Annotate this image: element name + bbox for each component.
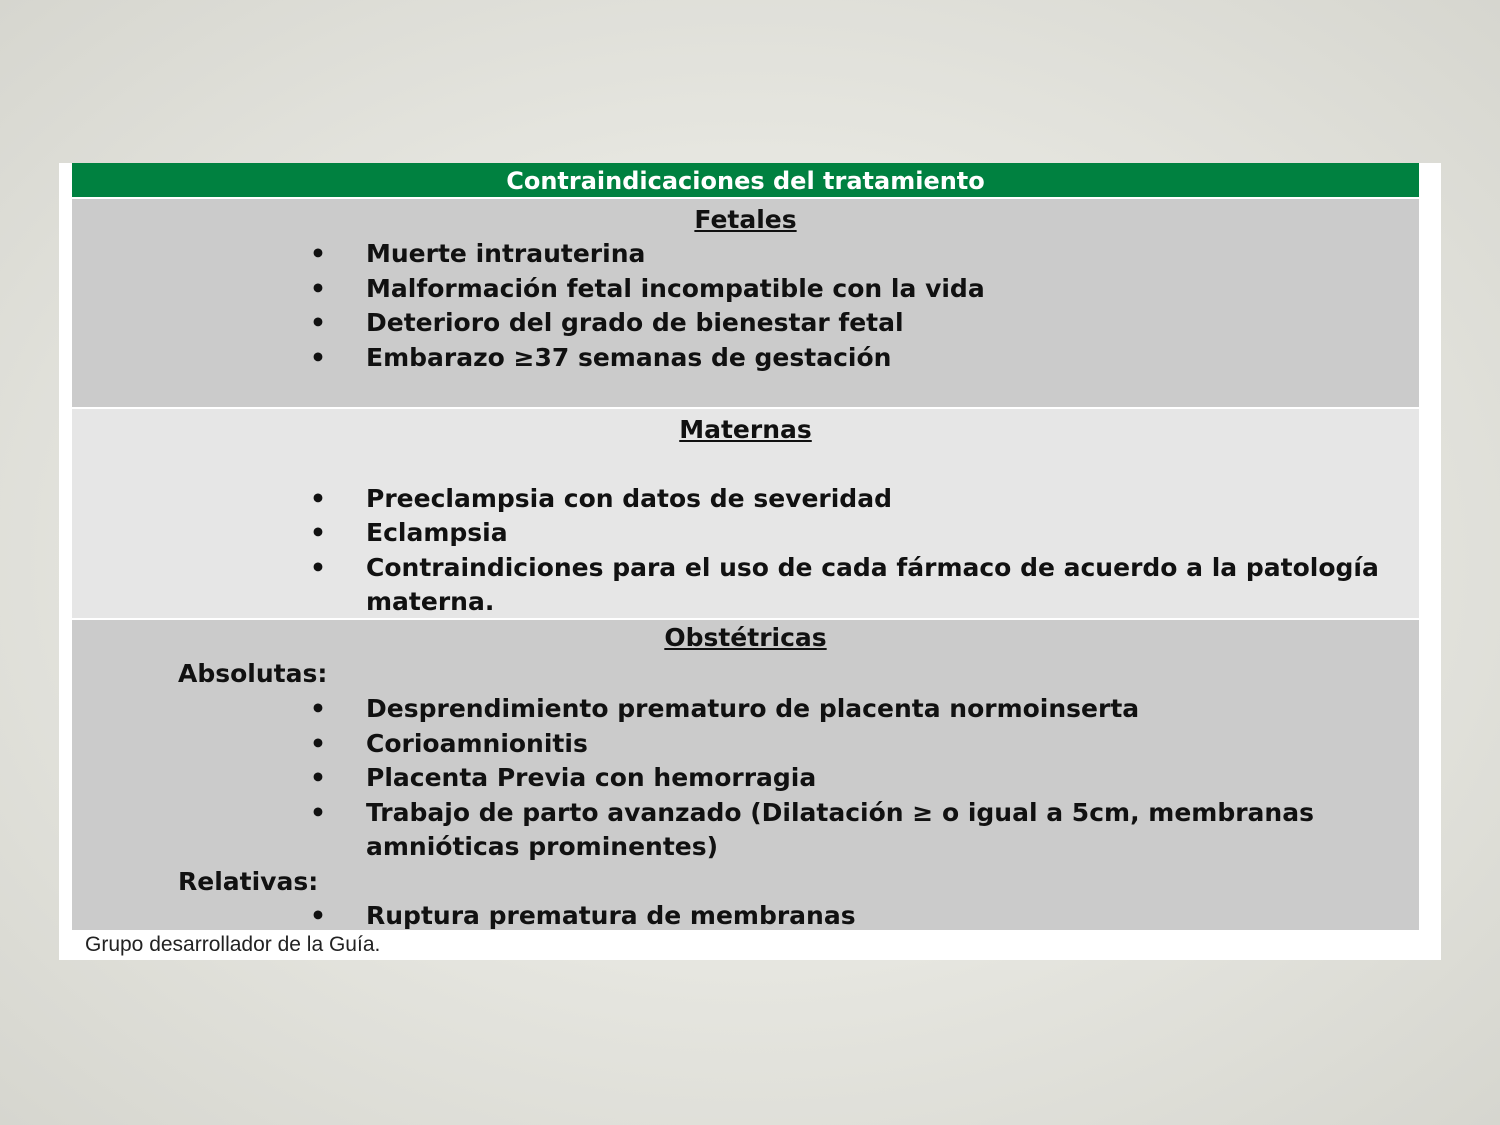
- bullet-icon: •: [310, 518, 326, 547]
- bullet-icon: •: [310, 901, 326, 930]
- list-item: Deterioro del grado de bienestar fetal: [366, 308, 904, 337]
- list-item: Corioamnionitis: [366, 729, 588, 758]
- section-fetales: [72, 197, 1419, 407]
- relativas-label: Relativas:: [178, 867, 319, 896]
- source-note: Grupo desarrollador de la Guía.: [85, 933, 381, 956]
- bullet-icon: •: [310, 308, 326, 337]
- bullet-icon: •: [310, 274, 326, 303]
- list-item: Malformación fetal incompatible con la vida: [366, 274, 985, 303]
- section-maternas: [72, 407, 1419, 618]
- contraindications-table: [72, 163, 1419, 930]
- absolutas-label: Absolutas:: [178, 659, 328, 688]
- section-obstetricas: [72, 618, 1419, 930]
- table-title: Contraindicaciones del tratamiento: [72, 163, 1419, 197]
- list-item: Desprendimiento prematuro de placenta normoinserta: [366, 694, 1140, 723]
- bullet-icon: •: [310, 343, 326, 372]
- bullet-icon: •: [310, 729, 326, 758]
- section-heading-maternas: Maternas: [679, 415, 812, 444]
- list-item: Placenta Previa con hemorragia: [366, 763, 817, 792]
- list-item: Embarazo ≥37 semanas de gestación: [366, 343, 892, 372]
- section-heading-fetales: Fetales: [694, 205, 797, 234]
- bullet-icon: •: [310, 798, 326, 827]
- bullet-icon: •: [310, 484, 326, 513]
- list-item: Preeclampsia con datos de severidad: [366, 484, 892, 513]
- list-item: Muerte intrauterina: [366, 239, 646, 268]
- bullet-icon: •: [310, 553, 326, 582]
- bullet-icon: •: [310, 694, 326, 723]
- list-item: Trabajo de parto avanzado (Dilatación ≥ o igual a 5cm, membranas amnióticas prominentes): [366, 798, 1314, 861]
- list-item: Contraindiciones para el uso de cada fármaco de acuerdo a la patología materna.: [366, 553, 1379, 616]
- list-item: Eclampsia: [366, 518, 508, 547]
- section-heading-obstetricas: Obstétricas: [664, 623, 827, 652]
- slide-card: [59, 163, 1441, 960]
- bullet-icon: •: [310, 239, 326, 268]
- list-item: Ruptura prematura de membranas: [366, 901, 856, 930]
- bullet-icon: •: [310, 763, 326, 792]
